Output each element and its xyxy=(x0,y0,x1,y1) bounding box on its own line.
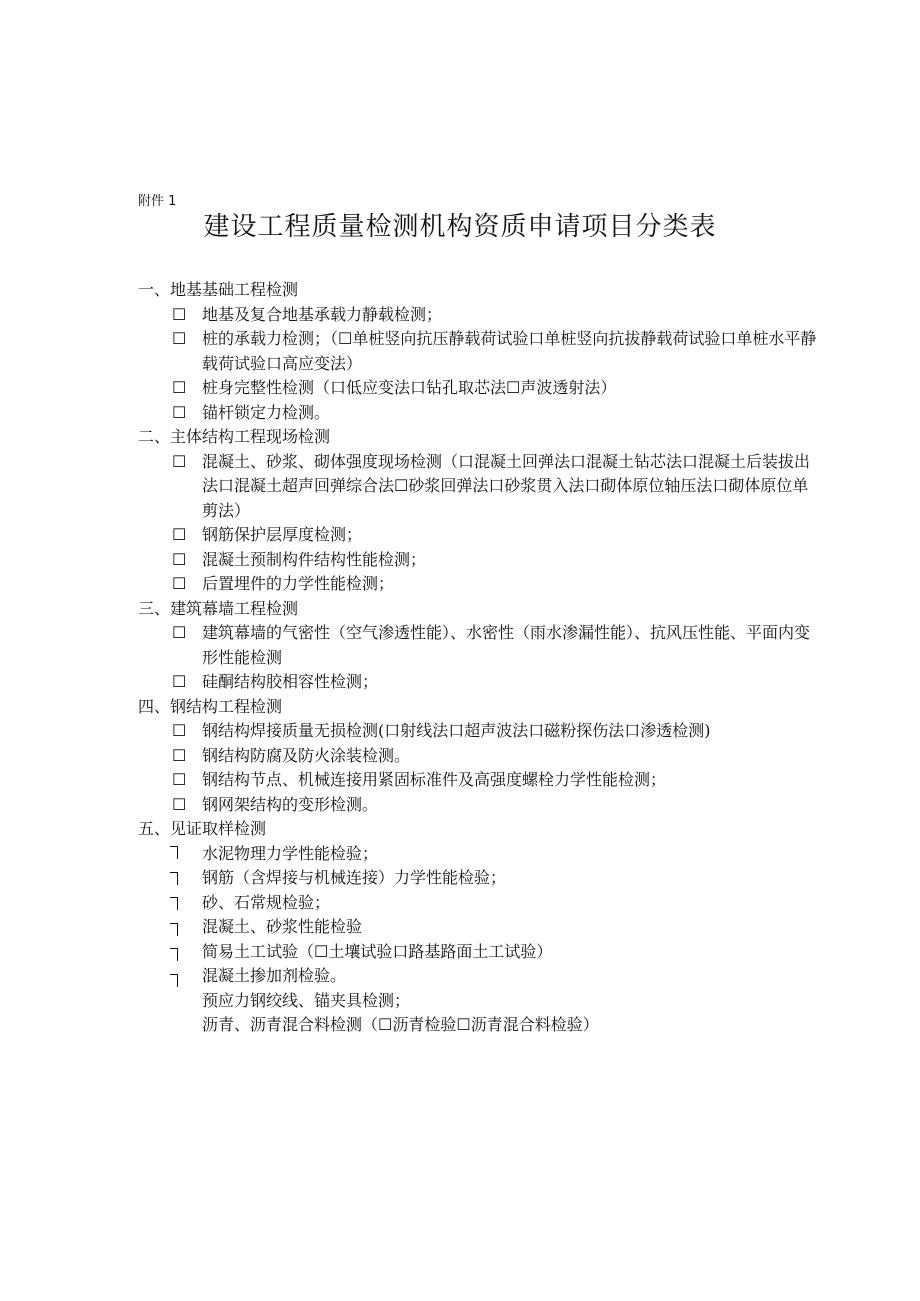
broken-checkbox-column xyxy=(170,846,182,999)
section-2 xyxy=(138,425,818,597)
list-item: ☐ 后置埋件的力学性能检测； xyxy=(138,572,818,597)
section-heading: 五、见证取样检测 xyxy=(138,819,267,838)
checkbox-icon[interactable]: ☐ xyxy=(172,549,187,569)
list-item: 混凝土、砂浆性能检验 xyxy=(202,917,363,936)
content xyxy=(138,278,818,1038)
section-heading: 二、主体结构工程现场检测 xyxy=(138,427,331,446)
list-item: ☐ 混凝土预制构件结构性能检测； xyxy=(138,548,818,573)
list-item: 水泥物理力学性能检验； xyxy=(202,843,379,863)
checkbox-icon[interactable] xyxy=(170,846,178,859)
list-item: 混凝土掺加剂检验。 xyxy=(202,966,347,985)
list-item: 简易土工试验（☐土壤试验口路基路面土工试验） xyxy=(202,941,553,961)
checkbox-icon[interactable]: ☐ xyxy=(172,721,187,740)
checkbox-icon[interactable] xyxy=(170,923,178,936)
checkbox-icon[interactable]: ☐ xyxy=(172,451,187,471)
section-heading: 四、钢结构工程检测 xyxy=(138,696,283,716)
checkbox-icon[interactable]: ☐ xyxy=(172,770,187,789)
list-item: 钢筋（含焊接与机械连接）力学性能检验； xyxy=(202,868,507,887)
checkbox-icon[interactable]: ☐ xyxy=(172,623,187,642)
list-item: ☐ 钢结构焊接质量无损检测(口射线法口超声波法口磁粉探伤法口渗透检测) xyxy=(138,719,818,744)
list-item: 砂、石常规检验； xyxy=(202,892,331,912)
list-item: ☐ 钢结构节点、机械连接用紧固标准件及高强度螺栓力学性能检测； xyxy=(138,768,818,793)
checkbox-icon[interactable]: ☐ xyxy=(172,304,187,324)
checkbox-icon[interactable]: ☐ xyxy=(172,329,187,348)
checkbox-icon[interactable] xyxy=(170,948,178,961)
list-item: ☐ 建筑幕墙的气密性（空气渗透性能）、水密性（雨水渗漏性能）、抗风压性能、平面内变形性能检测 xyxy=(172,623,811,667)
checkbox-icon[interactable]: ☐ xyxy=(172,525,187,544)
list-item: ☐ 地基及复合地基承载力静载检测； xyxy=(138,303,818,328)
list-item: ☐ 钢结构防腐及防火涂装检测。 xyxy=(138,744,818,769)
section-1 xyxy=(138,278,818,425)
section-heading: 一、地基基础工程检测 xyxy=(138,280,299,299)
checkbox-icon[interactable]: ☐ xyxy=(172,378,187,397)
attachment-label: 附件 1 xyxy=(138,194,177,209)
list-item: ☐ 桩身完整性检测（口低应变法口钻孔取芯法☐声波透射法） xyxy=(138,376,818,401)
checkbox-icon[interactable] xyxy=(170,872,178,885)
checkbox-icon[interactable]: ☐ xyxy=(172,402,187,422)
list-item: 预应力钢绞线、锚夹具检测； xyxy=(202,990,411,1010)
list-item: 沥青、沥青混合料检测（☐沥青检验☐沥青混合料检验） xyxy=(202,1015,599,1034)
section-3 xyxy=(138,597,818,695)
checkbox-icon[interactable]: ☐ xyxy=(172,574,187,593)
list-item: ☐ 钢网架结构的变形检测。 xyxy=(138,793,818,818)
checkbox-icon[interactable]: ☐ xyxy=(172,794,187,814)
checkbox-icon[interactable] xyxy=(170,974,178,987)
list-item: ☐ 混凝土、砂浆、砌体强度现场检测（口混凝土回弹法口混凝土钻芯法口混凝土后装拔出法口混凝土超声回弹综合法☐砂浆回弹法口砂浆贯入法口砌体原位轴压法口砌体原位单剪法） xyxy=(172,451,811,520)
checkbox-icon[interactable]: ☐ xyxy=(172,672,187,691)
checkbox-icon[interactable]: ☐ xyxy=(172,745,187,765)
section-5 xyxy=(138,817,818,1038)
section-heading: 三、建筑幕墙工程检测 xyxy=(138,598,299,618)
list-item: ☐ 钢筋保护层厚度检测； xyxy=(138,523,818,548)
list-item: ☐ 桩的承载力检测；（☐单桩竖向抗压静载荷试验口单桩竖向抗拔静载荷试验口单桩水平静载荷试验口高应变法） xyxy=(172,329,817,373)
list-item: ☐ 硅酮结构胶相容性检测； xyxy=(138,670,818,695)
checkbox-icon[interactable] xyxy=(170,897,178,910)
page-title: 建设工程质量检测机构资质申请项目分类表 xyxy=(203,212,717,242)
section-4 xyxy=(138,695,818,818)
list-item: ☐ 锚杆锁定力检测。 xyxy=(138,401,818,426)
